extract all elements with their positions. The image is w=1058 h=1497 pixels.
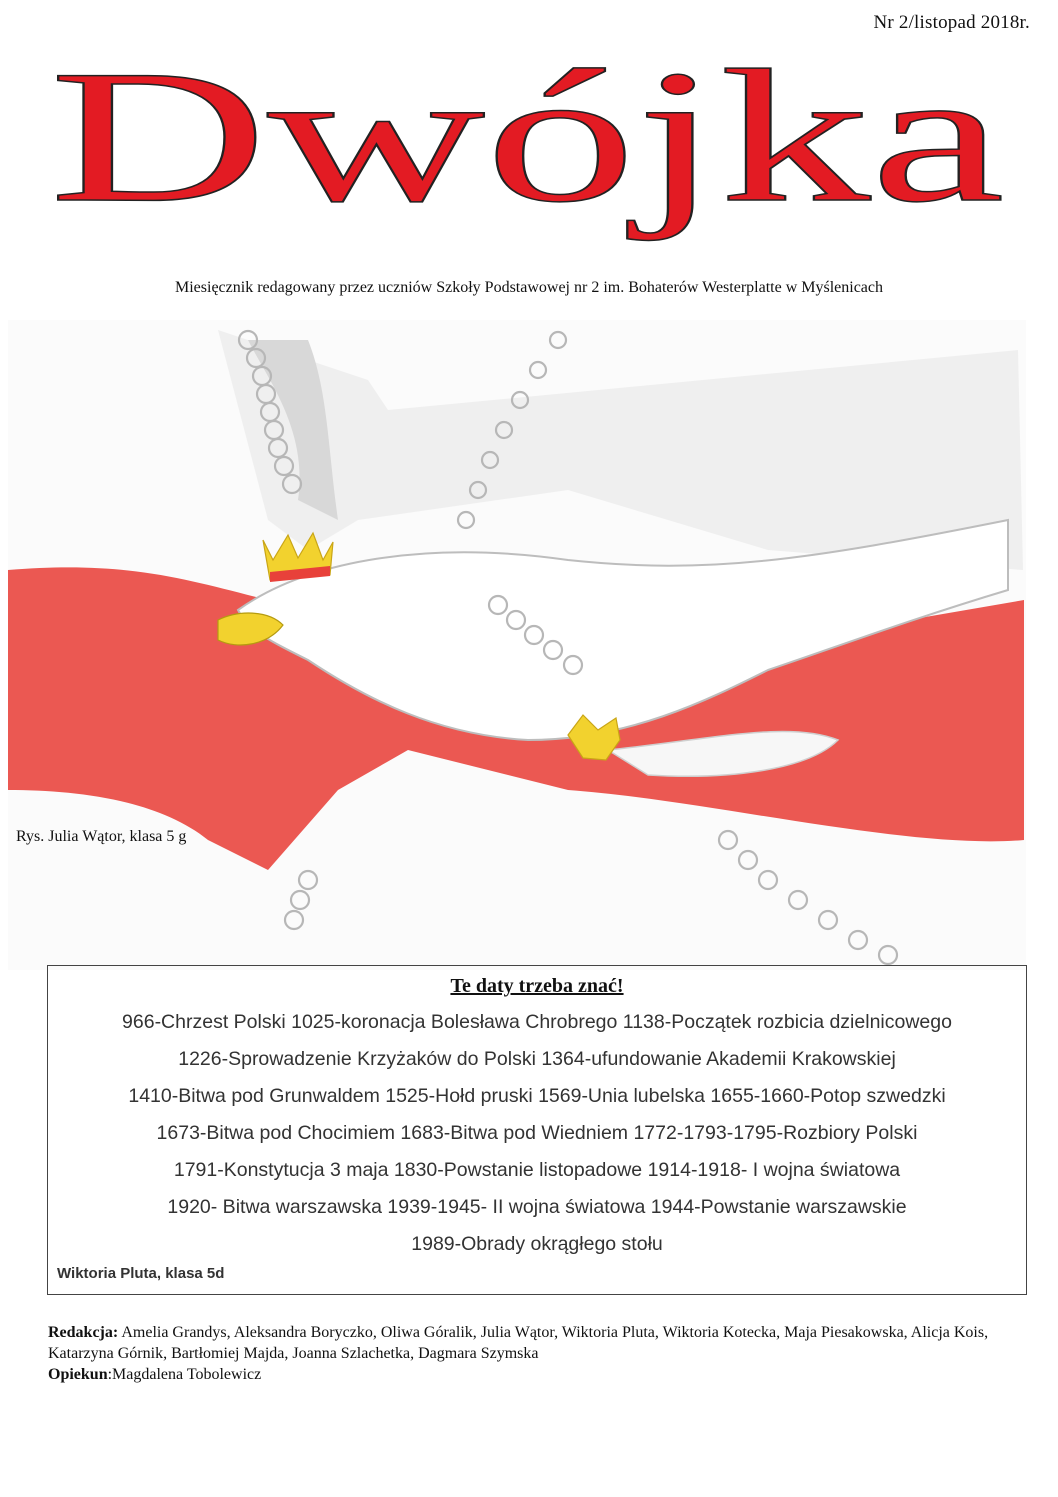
dates-title: Te daty trzeba znać! — [450, 975, 624, 997]
issue-number: Nr 2/listopad 2018r. — [873, 12, 1030, 33]
dates-line: 1226-Sprowadzenie Krzyżaków do Polski 1364-ufundowanie Akademii Krakowskiej — [178, 1048, 896, 1070]
dates-line: 966-Chrzest Polski 1025-koronacja Bolesława Chrobrego 1138-Początek rozbicia dzielnicowego — [122, 1011, 952, 1033]
dates-author: Wiktoria Pluta, klasa 5d — [57, 1265, 225, 1282]
dates-line: 1410-Bitwa pod Grunwaldem 1525-Hołd pruski 1569-Unia lubelska 1655-1660-Potop szwedzki — [128, 1085, 946, 1107]
dates-line: 1989-Obrady okrągłego stołu — [411, 1233, 663, 1255]
cover-illustration — [8, 320, 1026, 970]
supervisor-name: :Magdalena Tobolewicz — [107, 1366, 262, 1383]
dates-line: 1791-Konstytucja 3 maja 1830-Powstanie listopadowe 1914-1918- I wojna światowa — [173, 1159, 901, 1181]
illustration-credit: Rys. Julia Wątor, klasa 5 g — [16, 828, 187, 845]
supervisor-line — [48, 1364, 1023, 1385]
editorial-footer — [48, 1322, 1023, 1385]
masthead-logo — [40, 50, 1015, 285]
dates-line: 1673-Bitwa pod Chocimiem 1683-Bitwa pod Wiedniem 1772-1793-1795-Rozbiory Polski — [156, 1122, 918, 1144]
dates-line: 1920- Bitwa warszawska 1939-1945- II wojna światowa 1944-Powstanie warszawskie — [167, 1196, 907, 1218]
editors-label: Redakcja: — [48, 1324, 119, 1341]
dates-list — [48, 1004, 1026, 1263]
editors-line — [48, 1322, 1023, 1364]
supervisor-label: Opiekun — [48, 1366, 108, 1383]
editors-names: Amelia Grandys, Aleksandra Boryczko, Oliwa Góralik, Julia Wątor, Wiktoria Pluta, Wiktoria Kotecka, Maja Piesakowska, Alicja Kois, Katarzyna Górnik, Bartłomiej Majda, Joanna Szlachetka, Dagmara Szymska — [48, 1324, 989, 1362]
masthead-title: Dwójka — [49, 50, 1005, 242]
subtitle: Miesięcznik redagowany przez uczniów Szkoły Podstawowej nr 2 im. Bohaterów Westerplatte w Myślenicach — [175, 279, 883, 296]
important-dates-box — [47, 965, 1027, 1295]
